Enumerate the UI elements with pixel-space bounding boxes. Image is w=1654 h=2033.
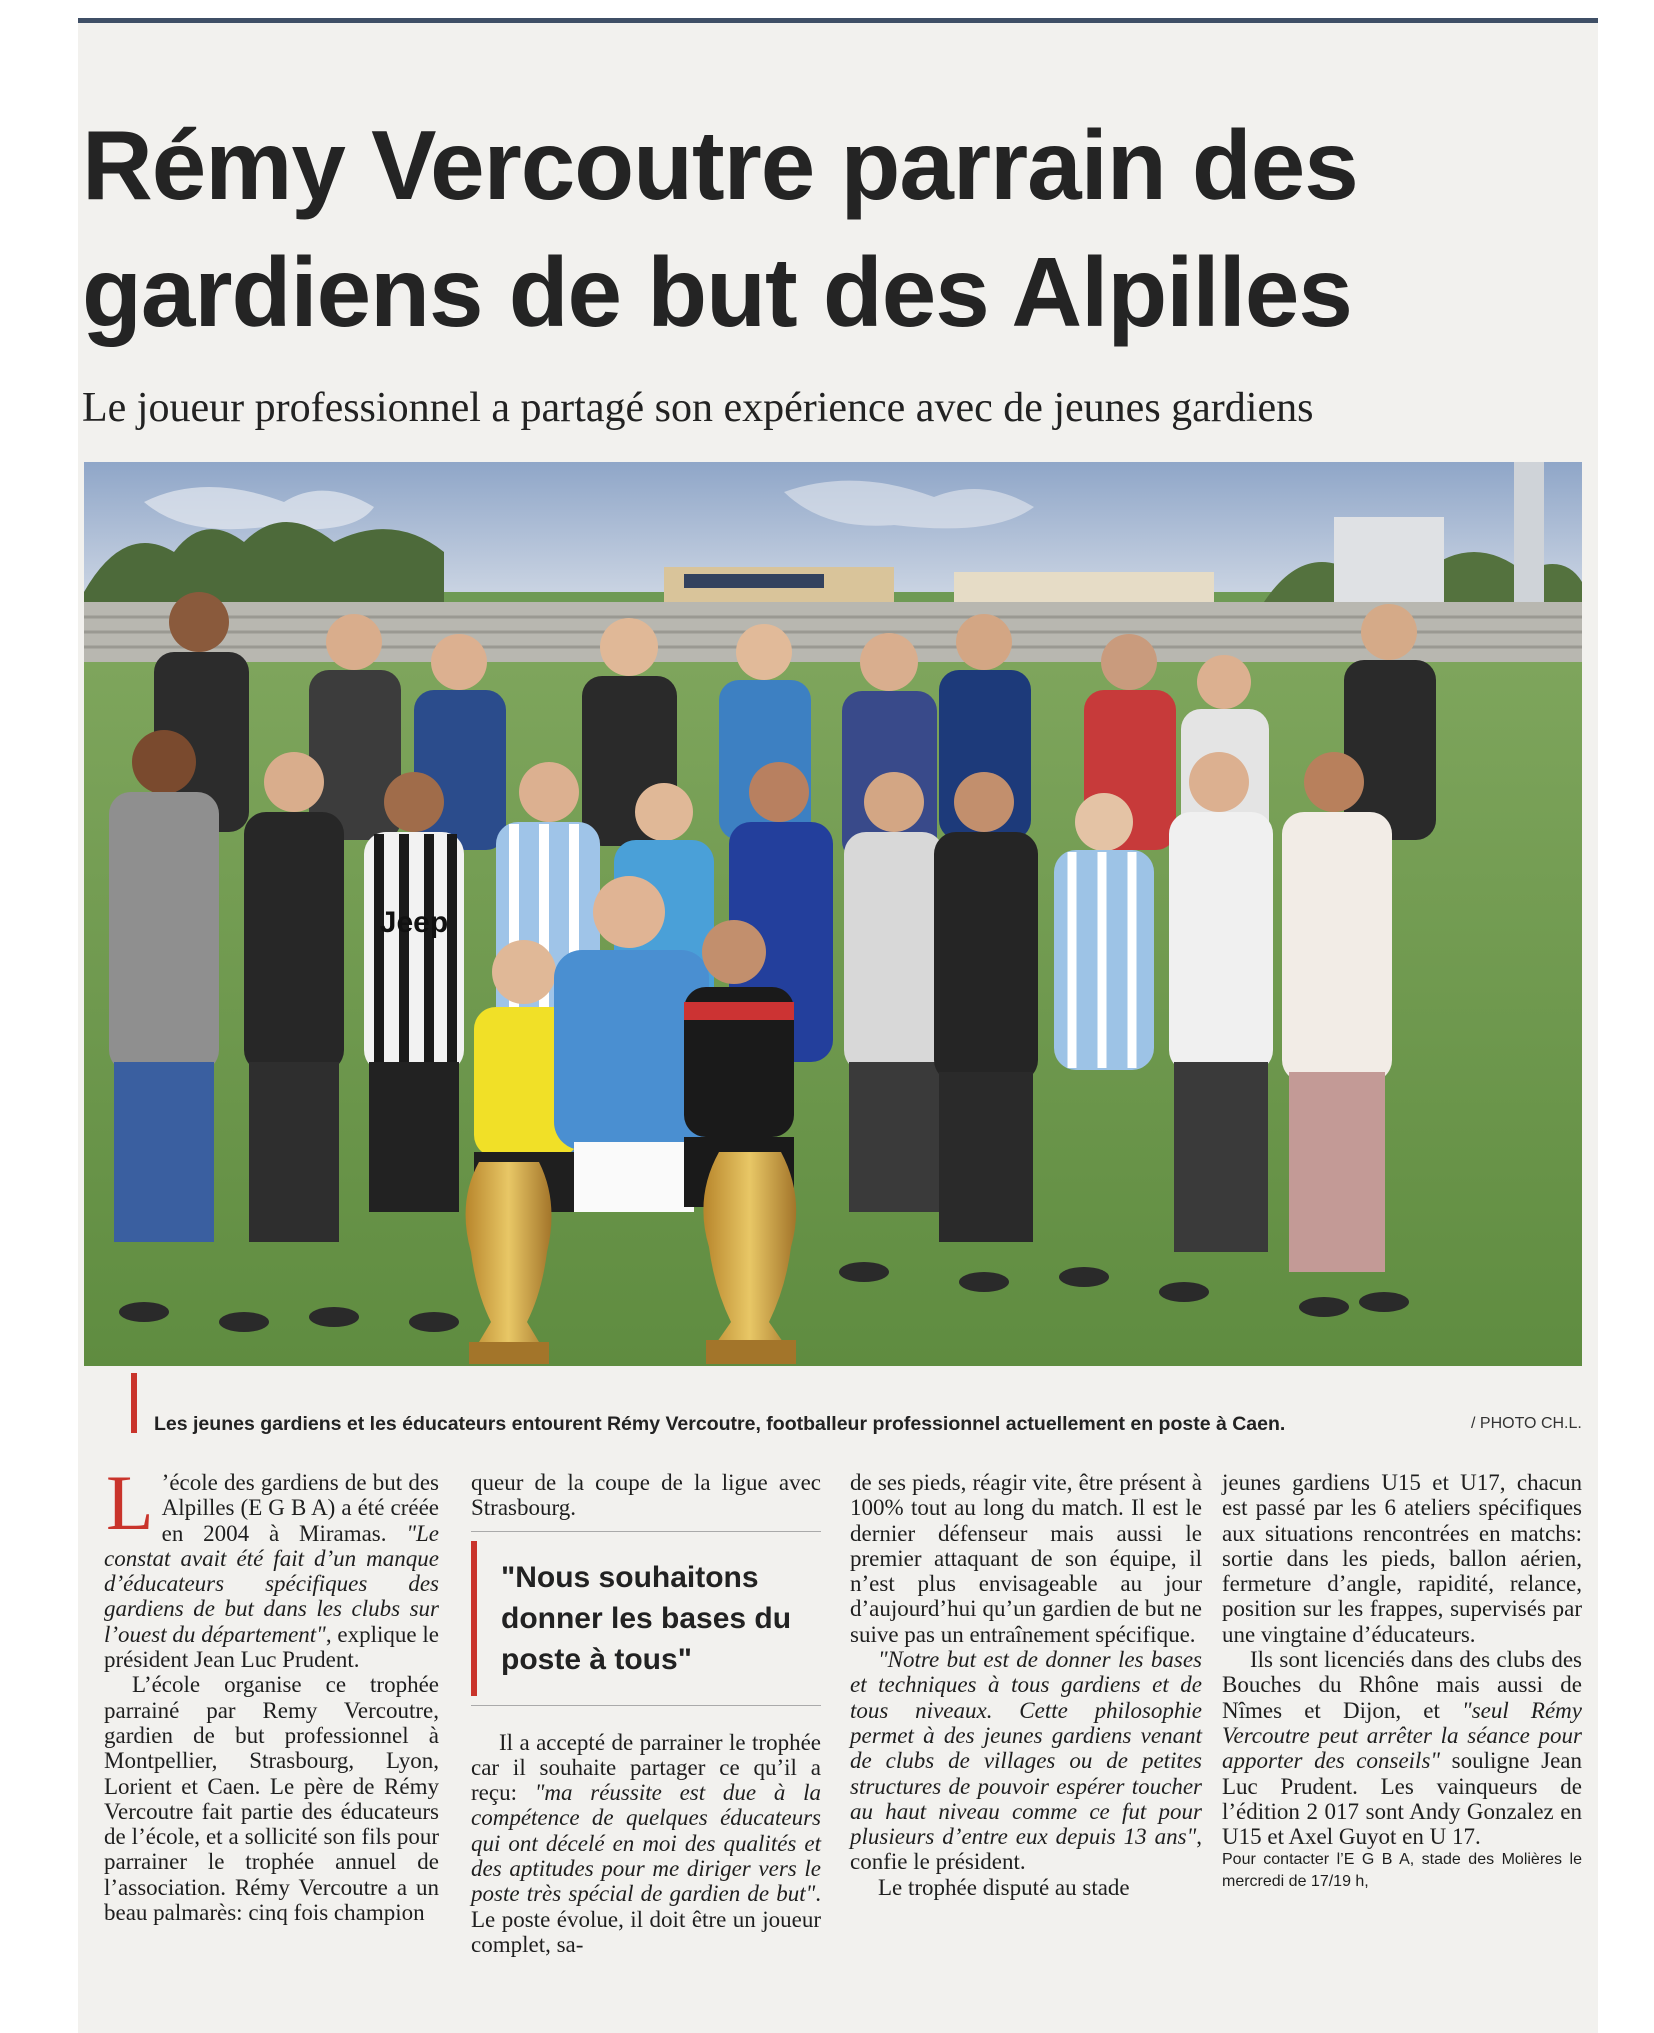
- text-run: Ils sont licenciés dans des clubs des Bouches du Rhône mais aussi de Nîmes et Dijon, et: [1222, 1647, 1582, 1723]
- text-run: Il a accepté de parrainer le trophée car il souhaite partager ce qu’il a reçu:: [471, 1729, 821, 1806]
- paragraph: [471, 1730, 821, 1958]
- contact-info: Pour contacter l’E G B A, stade des Molières le mercredi de 17/19 h,: [1222, 1851, 1582, 1891]
- article-column-4: [1222, 1470, 1582, 1893]
- team-photo: [84, 462, 1582, 1366]
- text-run: , explique le président Jean Luc Prudent.: [104, 1621, 439, 1673]
- paragraph: [104, 1459, 439, 1673]
- article-column-1: [104, 1459, 439, 1926]
- team-photo-illustration: [84, 462, 1582, 1366]
- paragraph: queur de la coupe de la ligue avec Strasbourg.: [471, 1470, 821, 1521]
- quote: "Notre but est de donner les bases et techniques à tous gardiens et de tous niveaux. Cette philosophie permet à des jeunes gardiens venant de clubs de villages ou de petites structures de pouvoir espérer toucher au haut niveau comme ce fut pour plusieurs d’entre eux depuis 13 ans": [850, 1647, 1202, 1850]
- text-run: . Le poste évolue, il doit être un joueur complet, sa-: [471, 1881, 821, 1957]
- paragraph: [1222, 1647, 1582, 1849]
- article-column-3: [850, 1470, 1202, 1900]
- quote: "Le constat avait été fait d’un manque d’éducateurs spécifiques des gardiens de but dans les clubs sur l’ouest du département": [104, 1520, 439, 1647]
- headline-line-2: gardiens de but des Alpilles: [82, 237, 1352, 347]
- text-run: , confie le président.: [850, 1824, 1202, 1875]
- subheadline: Le joueur professionnel a partagé son expérience avec de jeunes gardiens: [82, 385, 1314, 431]
- headline-line-1: Rémy Vercoutre parrain des: [82, 110, 1358, 220]
- text-run: ’école des gardiens de but des Alpilles (E G B A) a été créée en 2004 à Miramas.: [161, 1470, 439, 1546]
- pull-quote: "Nous souhaitons donner les bases du poste à tous": [471, 1541, 821, 1696]
- jeep-shirt-text: Jeep: [379, 906, 449, 939]
- photo-credit: / PHOTO CH.L.: [1471, 1415, 1582, 1432]
- paragraph: de ses pieds, réagir vite, être présent à 100% tout au long du match. Il est le dernier défenseur mais aussi le premier attaquant de son équipe, il n’est plus envisageable au jour d’aujourd’hui qu’un gardien de but ne suive pas un entraînement spécifique.: [850, 1470, 1202, 1647]
- quote: "ma réussite est due à la compétence de quelques éducateurs qui ont décelé en moi des qualités et des aptitudes pour me diriger vers le poste très spécial de gardien de but": [471, 1780, 822, 1907]
- quote: "seul Rémy Vercoutre peut arrêter la séance pour apporter des conseils": [1222, 1697, 1582, 1774]
- text-run: souligne Jean Luc Prudent. Les vainqueurs de l’édition 2 017 sont Andy Gonzalez en U15 et Axel Guyot en U 17.: [1222, 1748, 1583, 1850]
- solar-panels: [684, 574, 824, 588]
- paragraph: L’école organise ce trophée parrainé par Remy Vercoutre, gardien de but professionnel à Montpellier, Strasbourg, Lyon, Lorient et Caen. Le père de Rémy Vercoutre fait partie des éducateurs de l’école, et a sollicité son fils pour parrainer le trophée annuel de l’association. Rémy Vercoutre a un beau palmarès: cinq fois champion: [104, 1672, 439, 1926]
- paragraph: jeunes gardiens U15 et U17, chacun est passé par les 6 ateliers spécifiques aux situations rencontrées en matchs: sortie dans les pieds, ballon aérien, fermeture d’angle, rapidité, relance, position sur les frappes, supervisés par une vingtaine d’éducateurs.: [1222, 1470, 1582, 1647]
- caption-marker: [131, 1373, 137, 1433]
- drop-cap: L: [106, 1459, 154, 1546]
- paragraph: Le trophée disputé au stade: [878, 1874, 1130, 1900]
- photo-caption: Les jeunes gardiens et les éducateurs entourent Rémy Vercoutre, footballeur professionnel actuellement en poste à Caen.: [154, 1413, 1286, 1435]
- headline: [82, 102, 1582, 356]
- paragraph: [850, 1647, 1202, 1875]
- article-column-2: [471, 1470, 821, 1957]
